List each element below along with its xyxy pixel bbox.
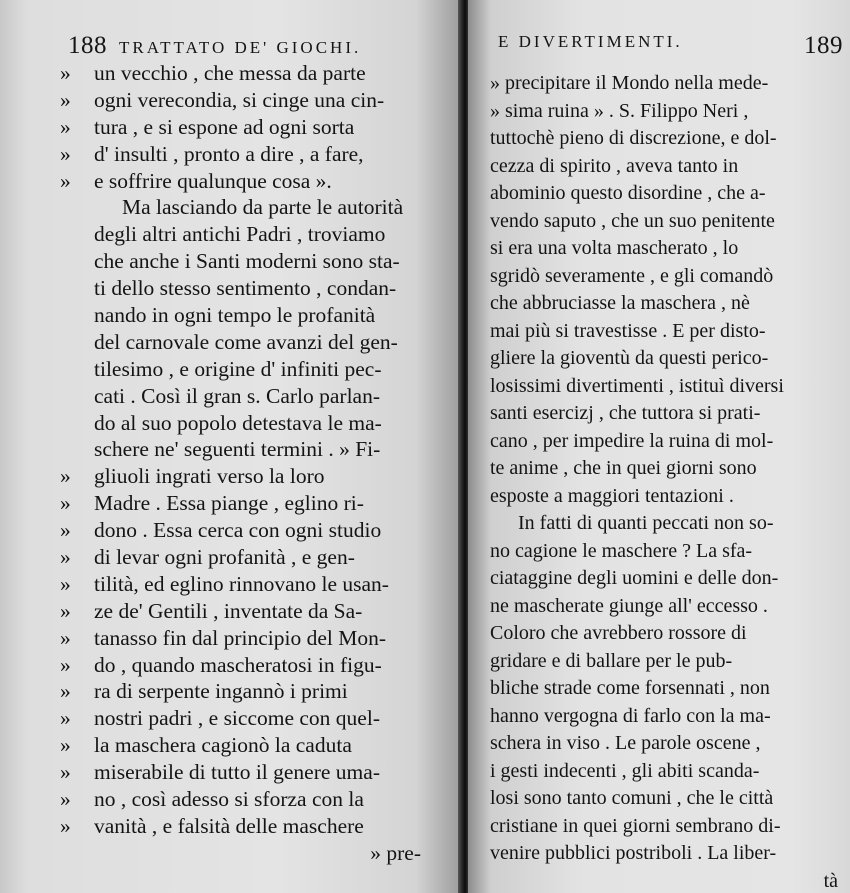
text-line <box>60 383 445 410</box>
line-text: vendo saputo , che un suo penitente <box>490 209 775 232</box>
text-line <box>60 141 445 168</box>
text-line <box>490 153 840 181</box>
text-line <box>490 565 840 593</box>
quote-mark: » <box>60 141 71 166</box>
text-line <box>60 221 445 248</box>
line-text: cano , per impedire la ruina di mol- <box>490 429 774 452</box>
quote-mark: » <box>60 679 71 704</box>
line-text: tilità, ed eglino rinnovano le usan- <box>94 571 389 596</box>
line-text: abominio questo disordine , che a- <box>490 182 766 204</box>
quote-mark: » <box>60 464 71 489</box>
text-line <box>490 510 840 538</box>
catchword: tà <box>823 869 838 892</box>
text-line <box>490 758 840 786</box>
text-line <box>490 840 840 868</box>
quote-mark: » <box>60 625 71 650</box>
text-line <box>60 652 445 679</box>
line-text: tanasso fin dal principio del Mon- <box>94 625 386 650</box>
text-line <box>490 813 840 841</box>
text-line <box>60 732 445 759</box>
line-text: ti dello stesso sentimento , condan- <box>94 276 397 301</box>
line-text: i gesti indecenti , gli abiti scanda- <box>490 759 760 782</box>
line-text: cati . Così il gran s. Carlo parlan- <box>94 383 380 408</box>
right-running-title: E DIVERTIMENTI. <box>498 32 683 51</box>
line-text: no , così adesso si sforza con la <box>94 787 364 812</box>
right-page-text <box>490 70 840 893</box>
text-line <box>490 620 840 648</box>
text-line <box>60 517 445 544</box>
text-line <box>60 114 445 141</box>
text-line <box>60 356 445 383</box>
quote-mark: » <box>60 571 71 596</box>
line-text: schera in viso . Le parole oscene , <box>490 732 761 754</box>
text-line <box>490 208 840 236</box>
line-text: losi sono tanto comuni , che le città <box>490 787 774 809</box>
text-line <box>60 60 445 87</box>
left-page-text <box>60 60 445 867</box>
text-line <box>490 538 840 566</box>
text-line <box>490 235 840 263</box>
text-line <box>60 302 445 329</box>
text-line <box>60 410 445 437</box>
text-line <box>60 544 445 571</box>
quote-mark: » <box>60 733 71 758</box>
line-text: santi esercizj , che tuttora si prati- <box>490 402 761 424</box>
right-running-head <box>498 32 843 59</box>
line-text: vanità , e falsità delle maschere <box>94 813 364 838</box>
line-text: schere ne' seguenti termini . » Fi- <box>94 437 381 462</box>
text-line <box>490 593 840 621</box>
text-line <box>490 675 840 703</box>
line-text: cristiane in quei giorni sembrano di- <box>490 814 781 837</box>
line-text: miserabile di tutto il genere uma- <box>94 760 380 785</box>
quote-mark: » <box>60 518 71 543</box>
line-text: gliuoli ingrati verso la loro <box>94 464 325 489</box>
right-page <box>468 0 850 893</box>
left-running-head <box>68 32 448 60</box>
quote-mark: » <box>60 87 71 112</box>
text-line <box>60 490 445 517</box>
text-line <box>60 598 445 625</box>
line-text: venire pubblici postriboli . La liber- <box>490 842 777 864</box>
quote-mark: » <box>60 545 71 570</box>
line-text: dono . Essa cerca con ogni studio <box>94 518 382 543</box>
line-text: bliche strade come forsennati , non <box>490 677 770 699</box>
quote-mark: » <box>60 168 71 193</box>
line-text: hanno vergogna di farlo con la ma- <box>490 704 771 727</box>
text-line <box>490 263 840 291</box>
line-text: tilesimo , e origine d' infiniti pec- <box>94 356 382 381</box>
text-line <box>60 329 445 356</box>
line-text: ogni verecondia, si cinge una cin- <box>94 87 385 112</box>
text-line <box>60 813 445 840</box>
line-text: tuttochè pieno di discrezione, e dol- <box>490 127 777 149</box>
quote-mark: » <box>60 598 71 623</box>
text-line <box>60 705 445 732</box>
quote-mark: » <box>60 813 71 838</box>
line-text: » sima ruina » . S. Filippo Neri , <box>490 99 749 122</box>
text-line <box>490 318 840 346</box>
line-text: ne mascherate giunge all' eccesso . <box>490 594 768 617</box>
right-page-number: 189 <box>804 32 843 59</box>
catchword: » pre- <box>370 840 421 865</box>
line-text: si era una volta mascherato , lo <box>490 237 739 259</box>
line-text: ze de' Gentili , inventate da Sa- <box>94 598 363 623</box>
text-line <box>490 290 840 318</box>
line-text: Coloro che avrebbero rossore di <box>490 622 747 644</box>
line-text: di levar ogni profanità , e gen- <box>94 545 355 570</box>
line-text: d' insulti , pronto a dire , a fare, <box>94 141 364 166</box>
quote-mark: » <box>60 491 71 516</box>
quote-mark: » <box>60 760 71 785</box>
quote-mark: » <box>60 652 71 677</box>
text-line <box>490 125 840 153</box>
line-text: losissimi divertimenti , istituì diversi <box>490 374 784 397</box>
line-text: nostri padri , e siccome con quel- <box>94 706 380 731</box>
quote-mark: » <box>60 787 71 812</box>
text-line <box>60 759 445 786</box>
line-text: esposte a maggiori tentazioni . <box>490 484 734 507</box>
left-running-title: TRATTATO DE' GIOCHI. <box>119 38 362 57</box>
line-text: gridare e di ballare per le pub- <box>490 649 733 672</box>
line-text: do al suo popolo detestava le ma- <box>94 410 382 435</box>
line-text: che anche i Santi moderni sono sta- <box>94 249 400 274</box>
line-text: nando in ogni tempo le profanità <box>94 303 376 328</box>
text-line <box>60 463 445 490</box>
text-line <box>60 194 445 221</box>
line-text: del carnovale come avanzi del gen- <box>94 329 398 354</box>
quote-mark: » <box>60 706 71 731</box>
line-text: ra di serpente ingannò i primi <box>94 679 348 704</box>
line-text: la maschera cagionò la caduta <box>94 733 352 758</box>
line-text: sgridò severamente , e gli comandò <box>490 264 774 287</box>
text-line <box>490 373 840 401</box>
line-text: che abbruciasse la maschera , nè <box>490 292 750 314</box>
text-line <box>490 455 840 483</box>
text-line <box>60 275 445 302</box>
line-text: » precipitare il Mondo nella mede- <box>490 72 769 94</box>
line-text: te anime , che in quei giorni sono <box>490 457 757 479</box>
line-text: Madre . Essa piange , eglino ri- <box>94 491 364 516</box>
text-line <box>490 70 840 98</box>
line-text: un vecchio , che messa da parte <box>94 61 366 85</box>
line-text: Ma lasciando da parte le autorità <box>122 195 404 220</box>
line-text: e soffrire qualunque cosa ». <box>94 168 332 193</box>
text-line <box>60 678 445 705</box>
text-line <box>60 248 445 275</box>
text-line <box>60 786 445 813</box>
text-line <box>490 428 840 456</box>
line-text: In fatti di quanti peccati non so- <box>518 512 774 534</box>
text-line <box>490 785 840 813</box>
line-text: cezza di spirito , aveva tanto in <box>490 154 739 177</box>
text-line <box>490 180 840 208</box>
line-text: no cagione le maschere ? La sfa- <box>490 539 753 562</box>
text-line <box>490 98 840 126</box>
text-line <box>60 571 445 598</box>
text-line <box>490 345 840 373</box>
line-text: do , quando mascheratosi in figu- <box>94 652 382 677</box>
line-text: ciataggine degli uomini e delle don- <box>490 567 779 589</box>
text-line <box>490 483 840 511</box>
line-text: tura , e si espone ad ogni sorta <box>94 114 355 139</box>
text-line <box>490 648 840 676</box>
text-line <box>60 168 445 195</box>
text-line <box>60 87 445 114</box>
quote-mark: » <box>60 114 71 139</box>
text-line <box>60 436 445 463</box>
text-line <box>60 625 445 652</box>
line-text: degli altri antichi Padri , troviamo <box>94 222 386 247</box>
text-line <box>490 730 840 758</box>
text-line <box>490 703 840 731</box>
quote-mark: » <box>60 61 71 85</box>
text-line <box>490 400 840 428</box>
line-text: mai più si travestisse . E per disto- <box>490 319 766 342</box>
left-page-number: 188 <box>68 32 107 59</box>
line-text: gliere la gioventù da questi perico- <box>490 347 769 369</box>
